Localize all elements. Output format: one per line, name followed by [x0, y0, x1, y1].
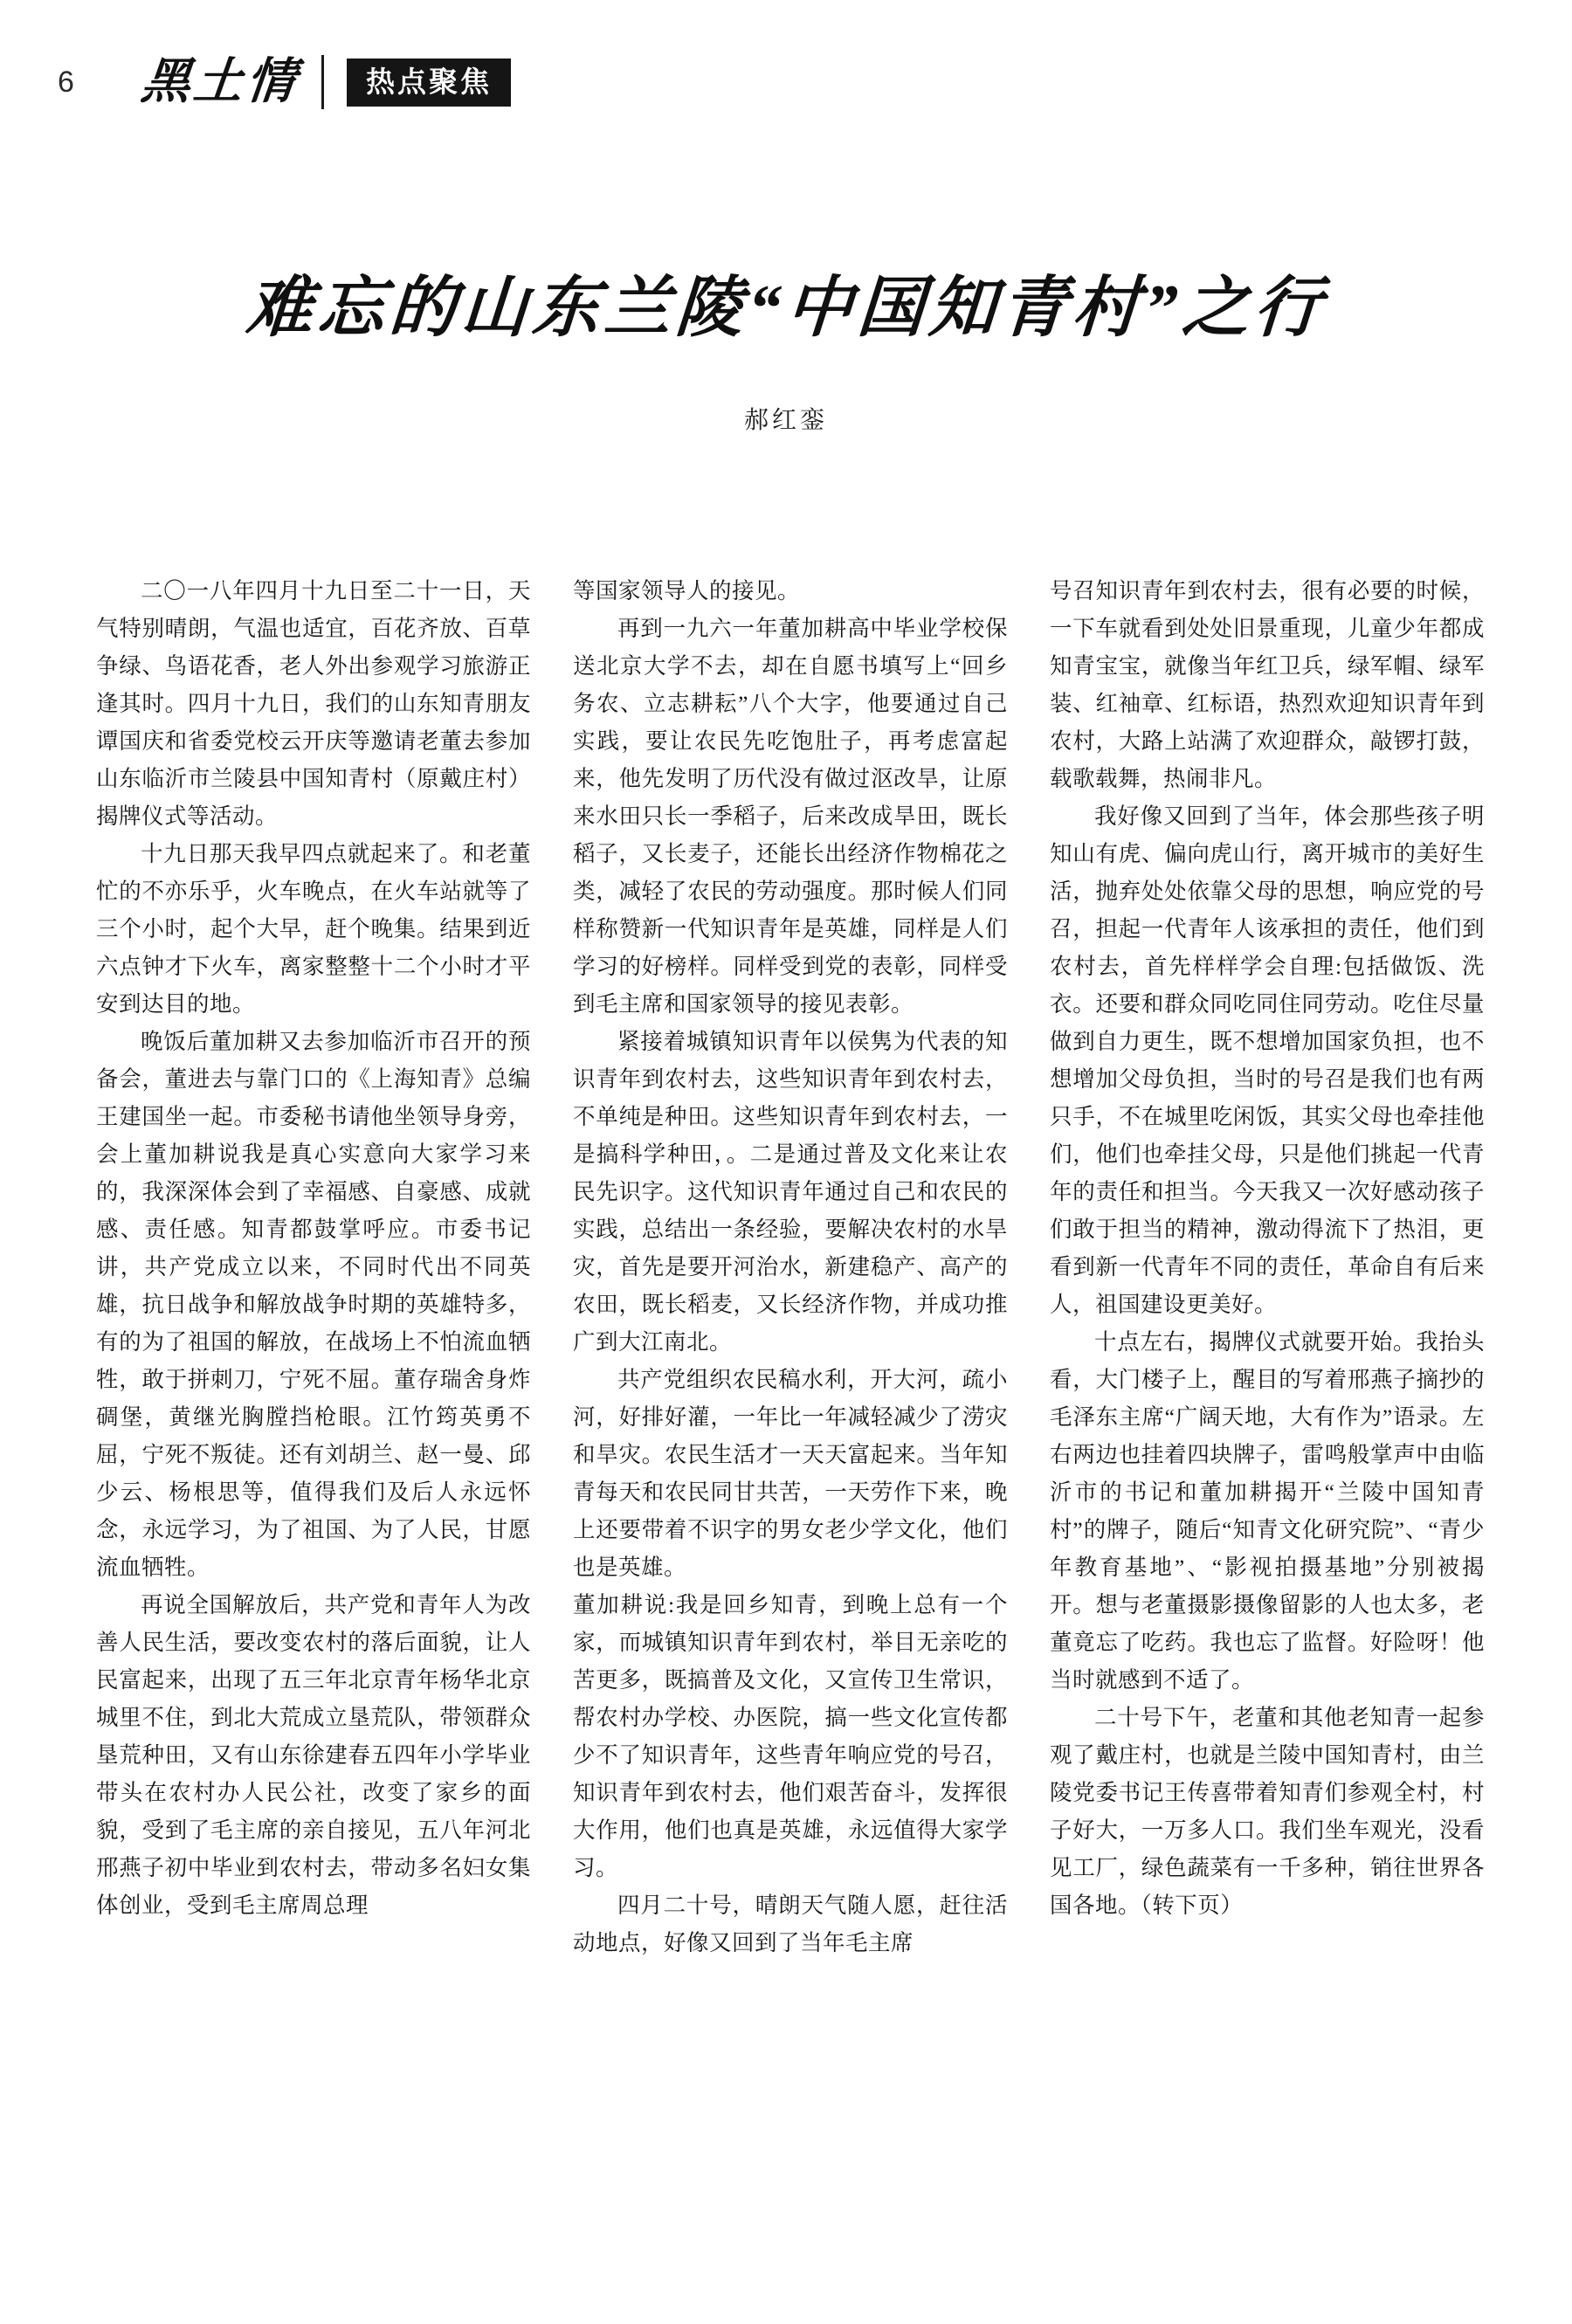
- title-block: [51, 271, 1521, 436]
- paragraph: 二〇一八年四月十九日至二十一日，天气特别晴朗，气温也适宜，百花齐放、百草争绿、鸟语花香，老人外出参观学习旅游正逢其时。四月十九日，我们的山东知青朋友谭国庆和省委党校云开庆等邀请老董去参加山东临沂市兰陵县中国知青村（原戴庄村）揭牌仪式等活动。: [96, 578, 531, 829]
- page-number: 6: [58, 65, 74, 99]
- paragraph: 晚饭后董加耕又去参加临沂市召开的预备会，董进去与靠门口的《上海知青》总编王建国坐一起。市委秘书请他坐领导身旁，会上董加耕说我是真心实意向大家学习来的，我深深体会到了幸福感、自豪感、成就感、责任感。知青都鼓掌呼应。市委书记讲，共产党成立以来，不同时代出不同英雄，抗日战争和解放战争时期的英雄特多，有的为了祖国的解放，在战场上不怕流血牺牲，敢于拼刺刀，宁死不屈。董存瑞舍身炸碉堡，黄继光胸膛挡枪眼。江竹筠英勇不屈，宁死不叛徒。还有刘胡兰、赵一曼、邱少云、杨根思等，值得我们及后人永远怀念，永远学习，为了祖国、为了人民，甘愿流血牺牲。: [96, 1029, 531, 1580]
- paragraph: 再到一九六一年董加耕高中毕业学校保送北京大学不去，却在自愿书填写上“回乡务农、立志耕耘”八个大字，他要通过自己实践，要让农民先吃饱肚子，再考虑富起来，他先发明了历代没有做过沤改旱，让原来水田只长一季稻子，后来改成旱田，既长稻子，又长麦子，还能长出经济作物棉花之类，减轻了农民的劳动强度。那时候人们同样称赞新一代知识青年是英雄，同样是人们学习的好榜样。同样受到党的表彰，同样受到毛主席和国家领导的接见表彰。: [573, 616, 1008, 1017]
- article-author: 郝红銮: [743, 407, 828, 435]
- masthead-logo: 黑土情: [138, 55, 302, 109]
- paragraph: 二十号下午，老董和其他老知青一起参观了戴庄村，也就是兰陵中国知青村，由兰陵党委书记王传喜带着知青们参观全村，村子好大，一万多人口。我们坐车观光，没看见工厂，绿色蔬菜有一千多种，销往世界各国各地。（转下页）: [1050, 1705, 1485, 1918]
- paragraph: 紧接着城镇知识青年以侯隽为代表的知识青年到农村去，这些知识青年到农村去，不单纯是种田。这些知识青年到农村去，一是搞科学种田，。二是通过普及文化来让农民先识字。这代知识青年通过自己和农民的实践，总结出一条经验，要解决农村的水旱灾，首先是要开河治水，新建稳产、高产的农田，既长稻麦，又长经济作物，并成功推广到大江南北。: [573, 1029, 1008, 1355]
- paragraph: 等国家领导人的接见。: [573, 578, 801, 603]
- paragraph: 董加耕说:我是回乡知青，到晚上总有一个家，而城镇知识青年到农村，举目无亲吃的苦更多，既搞普及文化，又宣传卫生常识，帮农村办学校、办医院，搞一些文化宣传都少不了知识青年，这些青年响应党的号召，知识青年到农村去，他们艰苦奋斗，发挥很大作用，他们也真是英雄，永远值得大家学习。: [573, 1592, 1008, 1880]
- paragraph: 十九日那天我早四点就起来了。和老董忙的不亦乐乎，火车晚点，在火车站就等了三个小时，起个大早，赶个晚集。结果到近六点钟才下火车，离家整整十二个小时才平安到达目的地。: [96, 841, 531, 1017]
- section-badge: 热点聚焦: [347, 59, 511, 107]
- paragraph: 十点左右，揭牌仪式就要开始。我抬头看，大门楼子上，醒目的写着邢燕子摘抄的毛泽东主席“广阔天地，大有作为”语录。左右两边也挂着四块牌子，雷鸣般掌声中由临沂市的书记和董加耕揭开“兰陵中国知青村”的牌子，随后“知青文化研究院”、“青少年教育基地”、“影视拍摄基地”分别被揭开。想与老董摄影摄像留影的人也太多，老董竟忘了吃药。我也忘了监督。好险呀！他当时就感到不适了。: [1050, 1329, 1485, 1693]
- article-body: [96, 572, 1485, 2272]
- paragraph: 共产党组织农民稿水利，开大河，疏小河，好排好灌，一年比一年减轻减少了涝灾和旱灾。农民生活才一天天富起来。当年知青每天和农民同甘共苦，一天劳作下来，晚上还要带着不识字的男女老少学文化，他们也是英雄。: [573, 1367, 1008, 1580]
- paragraph: 我好像又回到了当年，体会那些孩子明知山有虎、偏向虎山行，离开城市的美好生活，抛弃处处依靠父母的思想，响应党的号召，担起一代青年人该承担的责任，他们到农村去，首先样样学会自理:包括做饭、洗衣。还要和群众同吃同住同劳动。吃住尽量做到自力更生，既不想增加国家负担，也不想增加父母负担，当时的号召是我们也有两只手，不在城里吃闲饭，其实父母也牵挂他们，他们也牵挂父母，只是他们挑起一代青年的责任和担当。今天我又一次好感动孩子们敢于担当的精神，激动得流下了热泪，更看到新一代青年不同的责任，革命自有后来人，祖国建设更美好。: [1050, 803, 1485, 1317]
- paragraph: 再说全国解放后，共产党和青年人为改善人民生活，要改变农村的落后面貌，让人民富起来，出现了五三年北京青年杨华北京城里不住，到北大荒成立垦荒队，带领群众垦荒种田，又有山东徐建春五四年小学毕业带头在农村办人民公社，改变了家乡的面貌，受到了毛主席的亲自接见，五八年河北邢燕子初中毕业到农村去，带动多名妇女集体创业，受到毛主席周总理: [96, 1592, 531, 1918]
- column-1: [96, 572, 531, 2272]
- article-title: 难忘的山东兰陵“中国知青村”之行: [244, 272, 1328, 345]
- column-3: [1050, 572, 1485, 2272]
- page-header: [51, 42, 1521, 122]
- paragraph: 号召知识青年到农村去，很有必要的时候，一下车就看到处处旧景重现，儿童少年都成知青宝宝，就像当年红卫兵，绿军帽、绿军装、红袖章、红标语，热烈欢迎知识青年到农村，大路上站满了欢迎群众，敲锣打鼓，载歌载舞，热闹非凡。: [1050, 578, 1485, 791]
- column-2: [573, 572, 1008, 2272]
- paragraph: 四月二十号，晴朗天气随人愿，赶往活动地点，好像又回到了当年毛主席: [573, 1893, 1008, 1955]
